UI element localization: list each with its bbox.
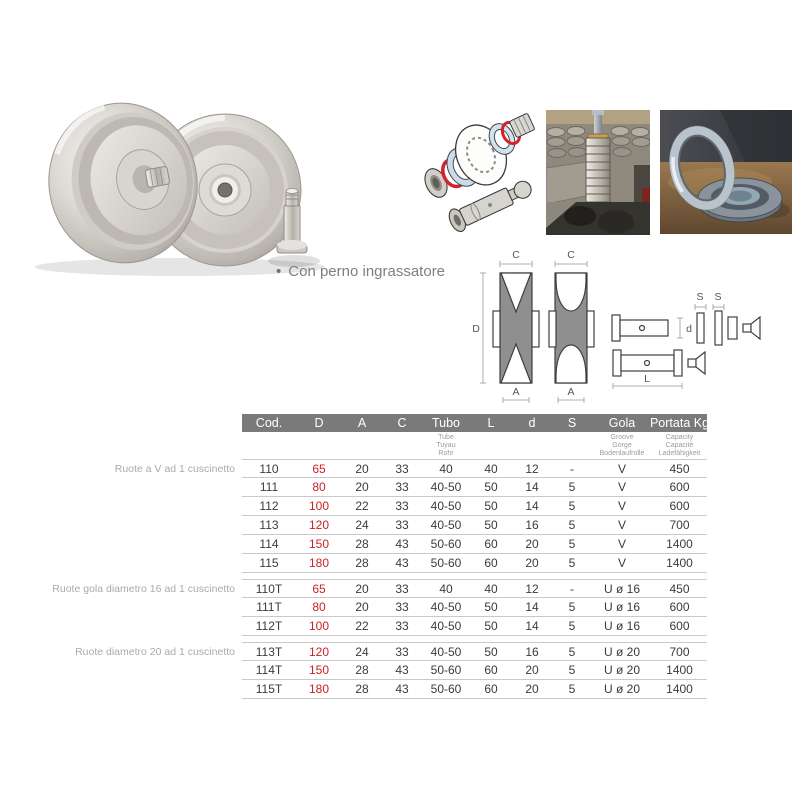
cell-s: - bbox=[570, 461, 574, 476]
cell-gola: V bbox=[617, 499, 626, 513]
cell-a: 28 bbox=[355, 682, 369, 696]
cell-d: 120 bbox=[308, 644, 330, 659]
cell-tubo: 50-60 bbox=[430, 556, 462, 570]
cell-dd: 14 bbox=[525, 499, 539, 513]
cell-tubo: 40 bbox=[439, 581, 453, 596]
cell-a: 24 bbox=[355, 518, 369, 532]
cell-l: 60 bbox=[484, 537, 498, 551]
cell-a: 20 bbox=[355, 480, 369, 494]
cell-l: 60 bbox=[484, 663, 498, 677]
table-group-2 bbox=[52, 579, 707, 636]
column-header-tubo: Tubo bbox=[431, 416, 461, 430]
column-subheader-dd bbox=[512, 432, 552, 459]
cell-portata: 600 bbox=[669, 499, 690, 513]
dim-label-l: L bbox=[644, 373, 650, 385]
cell-portata: 600 bbox=[669, 619, 690, 633]
cell-dd: 14 bbox=[525, 600, 539, 614]
cell-dd: 20 bbox=[525, 537, 539, 551]
table-row-cells bbox=[242, 642, 707, 661]
cell-tubo: 40-50 bbox=[430, 480, 462, 494]
cell-portata: 1400 bbox=[666, 537, 693, 551]
cell-l: 50 bbox=[484, 518, 498, 532]
table-row-cells bbox=[242, 459, 707, 478]
column-header-c: C bbox=[397, 416, 407, 430]
table-row-cells bbox=[242, 617, 707, 636]
cell-cod: 110 bbox=[259, 461, 279, 476]
table-row bbox=[52, 642, 707, 661]
dim-label-a2: A bbox=[567, 386, 575, 398]
cell-portata: 450 bbox=[669, 581, 690, 596]
row-group-label bbox=[52, 478, 242, 497]
cell-tubo: 50-60 bbox=[430, 682, 462, 696]
table-row bbox=[52, 598, 707, 617]
column-header-d: D bbox=[314, 416, 324, 430]
diagram-exploded-bearing bbox=[402, 105, 542, 242]
cell-l: 50 bbox=[484, 480, 498, 494]
cell-d: 100 bbox=[308, 499, 330, 513]
cell-c: 33 bbox=[395, 518, 409, 532]
cell-cod: 111T bbox=[256, 600, 282, 614]
cell-cod: 111 bbox=[259, 480, 279, 494]
cell-a: 22 bbox=[355, 619, 369, 633]
cell-gola: U ø 16 bbox=[603, 581, 640, 596]
photo-production-line bbox=[546, 110, 650, 235]
cell-d: 65 bbox=[312, 461, 326, 476]
cell-l: 50 bbox=[484, 600, 498, 614]
column-subheader-cod bbox=[242, 432, 296, 459]
column-header-s: S bbox=[567, 416, 577, 430]
row-group-label: Ruote gola diametro 16 ad 1 cuscinetto bbox=[52, 582, 235, 595]
table-row-cells bbox=[242, 478, 707, 497]
cell-dd: 14 bbox=[525, 480, 539, 494]
cell-c: 43 bbox=[395, 663, 409, 677]
cell-d: 80 bbox=[312, 600, 326, 614]
cell-a: 20 bbox=[355, 461, 369, 476]
dim-label-a1: A bbox=[512, 386, 520, 398]
wheel-stack-column bbox=[586, 138, 610, 202]
cell-s: 5 bbox=[568, 663, 576, 677]
cell-tubo: 50-60 bbox=[430, 663, 462, 677]
cell-d: 80 bbox=[312, 480, 326, 494]
cell-c: 43 bbox=[395, 556, 409, 570]
cell-a: 28 bbox=[355, 663, 369, 677]
bullet-icon: • bbox=[276, 263, 282, 280]
threaded-stub bbox=[145, 166, 170, 188]
cell-s: - bbox=[570, 581, 574, 596]
cell-cod: 112T bbox=[255, 619, 283, 633]
dim-label-s1: S bbox=[696, 291, 704, 303]
cell-l: 50 bbox=[484, 499, 498, 513]
cell-a: 28 bbox=[355, 537, 369, 551]
column-subheader-c bbox=[382, 432, 422, 459]
column-subheader-gola: Groove Gorge Bodenlaufrolle bbox=[599, 434, 645, 457]
cell-tubo: 40 bbox=[439, 461, 453, 476]
dim-label-c1: C bbox=[512, 249, 520, 261]
cell-c: 43 bbox=[395, 682, 409, 696]
cell-dd: 20 bbox=[525, 556, 539, 570]
table-row bbox=[52, 459, 707, 478]
subheader-gutter bbox=[52, 432, 242, 459]
cell-gola: U ø 20 bbox=[603, 644, 640, 659]
cell-l: 40 bbox=[484, 581, 498, 596]
column-header-a: A bbox=[357, 416, 367, 430]
table-row bbox=[52, 579, 707, 598]
cell-c: 33 bbox=[395, 499, 409, 513]
cell-s: 5 bbox=[568, 537, 576, 551]
cell-dd: 20 bbox=[525, 663, 539, 677]
cell-d: 100 bbox=[308, 619, 330, 633]
cell-l: 60 bbox=[484, 556, 498, 570]
cell-dd: 20 bbox=[525, 682, 539, 696]
drawing-bolt-1 bbox=[743, 317, 760, 339]
cell-gola: V bbox=[617, 537, 626, 551]
cell-l: 60 bbox=[484, 682, 498, 696]
cell-c: 33 bbox=[395, 581, 409, 596]
column-subheader-l bbox=[470, 432, 512, 459]
cell-d: 150 bbox=[308, 537, 330, 551]
cell-a: 22 bbox=[355, 499, 369, 513]
cell-a: 28 bbox=[355, 556, 369, 570]
cell-cod: 114T bbox=[255, 663, 283, 677]
drawing-washer-2 bbox=[715, 311, 722, 345]
cell-c: 33 bbox=[395, 600, 409, 614]
dim-label-d-small: d bbox=[686, 323, 692, 335]
cell-gola: V bbox=[617, 518, 626, 532]
cell-d: 150 bbox=[308, 663, 330, 677]
cell-cod: 112 bbox=[259, 499, 279, 513]
cell-c: 33 bbox=[395, 461, 409, 476]
table-row-cells bbox=[242, 680, 707, 699]
cell-s: 5 bbox=[568, 518, 576, 532]
table-body bbox=[52, 459, 707, 699]
column-header-gola: Gola bbox=[608, 416, 636, 430]
cell-s: 5 bbox=[568, 480, 576, 494]
cell-portata: 600 bbox=[669, 480, 690, 494]
row-group-label bbox=[52, 661, 242, 680]
column-header-portata: Portata Kg bbox=[649, 416, 710, 430]
cell-dd: 16 bbox=[525, 644, 539, 659]
row-group-label: Ruote diametro 20 ad 1 cuscinetto bbox=[75, 645, 235, 658]
cell-d: 180 bbox=[308, 556, 330, 570]
cell-a: 20 bbox=[355, 581, 369, 596]
table-row-cells bbox=[242, 516, 707, 535]
cell-c: 33 bbox=[395, 619, 409, 633]
cell-gola: V bbox=[617, 480, 626, 494]
row-group-label bbox=[52, 516, 242, 535]
table-row bbox=[52, 535, 707, 554]
photo-bearing-ring bbox=[660, 110, 792, 234]
cell-dd: 12 bbox=[525, 581, 539, 596]
table-header-row bbox=[242, 414, 710, 432]
cell-c: 33 bbox=[395, 644, 409, 659]
work-plate bbox=[546, 162, 586, 204]
cell-tubo: 40-50 bbox=[430, 644, 462, 659]
drawing-v-wheel bbox=[493, 273, 539, 383]
cell-gola: U ø 20 bbox=[603, 682, 640, 696]
cell-dd: 12 bbox=[525, 461, 539, 476]
table-row bbox=[52, 661, 707, 680]
cell-d: 65 bbox=[312, 581, 326, 596]
column-subheader-s bbox=[552, 432, 592, 459]
cell-c: 33 bbox=[395, 480, 409, 494]
dim-label-c2: C bbox=[567, 249, 575, 261]
cell-cod: 115 bbox=[259, 556, 279, 570]
row-group-label bbox=[52, 617, 242, 636]
drawing-dimensions bbox=[470, 245, 770, 405]
cell-dd: 16 bbox=[525, 518, 539, 532]
column-header-l: L bbox=[487, 416, 495, 430]
cell-d: 180 bbox=[308, 682, 330, 696]
row-group-label bbox=[52, 554, 242, 573]
product-photo-wheels bbox=[20, 95, 350, 280]
table-row bbox=[52, 516, 707, 535]
cell-s: 5 bbox=[568, 644, 576, 659]
table-row bbox=[52, 497, 707, 516]
column-subheader-d bbox=[296, 432, 342, 459]
cell-gola: V bbox=[617, 556, 626, 570]
column-header-dd: d bbox=[528, 416, 536, 430]
cell-tubo: 50-60 bbox=[430, 537, 462, 551]
row-group-label: Ruote a V ad 1 cuscinetto bbox=[114, 462, 235, 475]
cell-c: 43 bbox=[395, 537, 409, 551]
drawing-washer-3 bbox=[728, 317, 737, 339]
cell-s: 5 bbox=[568, 499, 576, 513]
row-group-label bbox=[52, 535, 242, 554]
cell-portata: 1400 bbox=[666, 556, 693, 570]
cell-cod: 115T bbox=[255, 682, 283, 696]
column-subheader-tubo: Tube Tuyau Rohr bbox=[436, 434, 456, 457]
feature-note bbox=[276, 263, 445, 280]
row-group-label bbox=[52, 497, 242, 516]
drawing-bolt-2 bbox=[688, 352, 705, 374]
table-row-cells bbox=[242, 661, 707, 680]
table-row-cells bbox=[242, 535, 707, 554]
column-subheader-portata: Capacity Capacité Ladefähigkeit bbox=[658, 434, 701, 457]
column-header-cod: Cod. bbox=[255, 416, 283, 430]
cell-tubo: 40-50 bbox=[430, 499, 462, 513]
cell-portata: 450 bbox=[669, 461, 690, 476]
table-group-3 bbox=[52, 642, 707, 699]
cell-s: 5 bbox=[568, 682, 576, 696]
table-row bbox=[52, 617, 707, 636]
cell-portata: 1400 bbox=[666, 663, 693, 677]
table-subheader bbox=[52, 432, 707, 459]
table-row-cells bbox=[242, 579, 707, 598]
cell-cod: 113 bbox=[259, 518, 279, 532]
cell-s: 5 bbox=[568, 600, 576, 614]
row-group-label bbox=[52, 598, 242, 617]
cell-portata: 1400 bbox=[666, 682, 693, 696]
cell-l: 40 bbox=[484, 461, 498, 476]
table-row-cells bbox=[242, 598, 707, 617]
spec-table bbox=[52, 414, 710, 705]
cell-tubo: 40-50 bbox=[430, 619, 462, 633]
dim-label-s2: S bbox=[714, 291, 722, 303]
cell-l: 50 bbox=[484, 619, 498, 633]
cell-cod: 113T bbox=[255, 644, 283, 659]
feature-note-text: Con perno ingrassatore bbox=[288, 263, 446, 280]
cell-l: 50 bbox=[484, 644, 498, 659]
cell-gola: U ø 16 bbox=[603, 619, 640, 633]
cell-portata: 700 bbox=[669, 518, 690, 532]
drawing-u-wheel bbox=[549, 273, 594, 383]
table-row-cells bbox=[242, 497, 707, 516]
drawing-pin-short bbox=[612, 315, 668, 341]
drawing-washer-1 bbox=[697, 313, 704, 343]
cell-cod: 114 bbox=[259, 537, 279, 551]
table-subheader-row bbox=[242, 432, 707, 459]
table-row bbox=[52, 554, 707, 573]
cell-d: 120 bbox=[308, 518, 330, 532]
table-row-cells bbox=[242, 554, 707, 573]
row-group-label bbox=[52, 680, 242, 699]
cell-gola: V bbox=[617, 461, 626, 476]
cell-s: 5 bbox=[568, 556, 576, 570]
cell-portata: 600 bbox=[669, 600, 690, 614]
table-row bbox=[52, 478, 707, 497]
cell-gola: U ø 20 bbox=[603, 663, 640, 677]
cell-s: 5 bbox=[568, 619, 576, 633]
cell-dd: 14 bbox=[525, 619, 539, 633]
cell-tubo: 40-50 bbox=[430, 600, 462, 614]
table-row bbox=[52, 680, 707, 699]
cell-cod: 110T bbox=[255, 581, 283, 596]
cell-gola: U ø 16 bbox=[603, 600, 640, 614]
dim-label-d: D bbox=[472, 323, 480, 335]
cell-tubo: 40-50 bbox=[430, 518, 462, 532]
header-gutter bbox=[52, 414, 242, 432]
table-header bbox=[52, 414, 710, 432]
cell-a: 20 bbox=[355, 600, 369, 614]
table-group-1 bbox=[52, 459, 707, 573]
cell-portata: 700 bbox=[669, 644, 690, 659]
cell-a: 24 bbox=[355, 644, 369, 659]
column-subheader-a bbox=[342, 432, 382, 459]
